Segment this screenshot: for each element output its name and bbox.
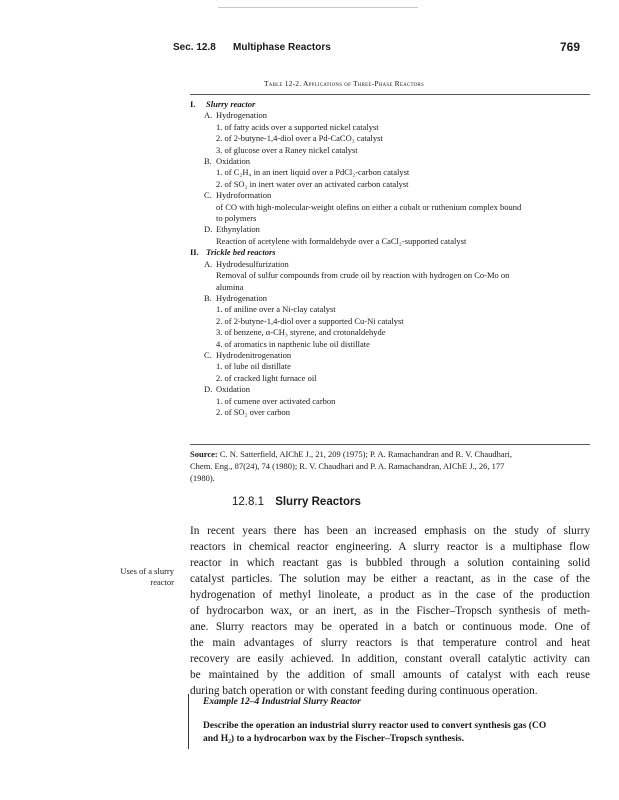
table-row — [190, 122, 590, 133]
row-marker: B. — [204, 156, 212, 167]
example-line: Describe the operation an industrial slurry reactor used to convert synthesis gas (CO — [203, 721, 547, 731]
margin-note-line: reactor — [150, 577, 174, 587]
row-marker: B. — [204, 292, 212, 303]
row-text: Hydroformation — [216, 190, 272, 201]
applications-table — [190, 94, 590, 418]
row-marker: I. — [190, 99, 196, 109]
table-row — [190, 259, 590, 270]
example-body — [203, 720, 593, 746]
section-title: Slurry Reactors — [275, 496, 361, 508]
example-title: Example 12–4 Industrial Slurry Reactor — [203, 697, 361, 707]
row-text: 2. of 2-butyne-1,4-diol over a supported Cu-Ni catalyst — [216, 315, 404, 326]
table-row — [190, 384, 590, 395]
row-text: Oxidation — [216, 156, 250, 167]
row-text: Slurry reactor — [206, 99, 256, 109]
table-row — [190, 167, 590, 178]
body-line: hydrogenation of methyl linoleate, a product as in the case of the production — [190, 589, 590, 601]
body-line: during batch operation or with constant feeding during continuous operation. — [190, 685, 538, 697]
table-row — [190, 373, 590, 384]
page-number: 769 — [559, 40, 580, 54]
row-text: 2. of 2-butyne-1,4-diol over a Pd-CaCO₃ catalyst — [216, 133, 383, 144]
table-row — [190, 213, 590, 224]
body-line: In recent years there has been an increased emphasis on the study of slurry — [190, 525, 590, 537]
table-row — [190, 339, 590, 350]
body-line: reactors in chemical reactor engineering. A slurry reactor is a multiphase flow — [190, 541, 590, 553]
body-line: reactor in which reactant gas is bubbled through a solution containing solid — [190, 557, 590, 569]
margin-note — [110, 566, 174, 588]
example-bar — [188, 694, 189, 749]
row-text: Hydrogenation — [216, 292, 267, 303]
row-text: Hydrodenitrogenation — [216, 349, 292, 360]
table-row — [190, 316, 590, 327]
table-row — [190, 282, 590, 293]
table-row — [190, 99, 590, 110]
table-row — [190, 224, 590, 235]
table-row — [190, 236, 590, 247]
table-row — [190, 247, 590, 258]
margin-note-line: Uses of a slurry — [120, 566, 174, 576]
row-marker: C. — [204, 190, 212, 201]
body-line: catalyst particles. The solution may be either a reactant, as in the case of the — [190, 573, 590, 585]
table-row — [190, 179, 590, 190]
table-row — [190, 293, 590, 304]
row-text: Oxidation — [216, 384, 250, 395]
table-row — [190, 350, 590, 361]
row-marker: A. — [204, 258, 213, 269]
table-rows — [190, 95, 590, 418]
table-row — [190, 190, 590, 201]
table-row — [190, 327, 590, 338]
row-marker: D. — [204, 224, 213, 235]
section-number: 12.8.1 — [232, 496, 264, 508]
table-source — [190, 444, 590, 484]
body-paragraph — [190, 523, 590, 699]
row-text: to polymers — [216, 213, 257, 224]
table-row — [190, 202, 590, 213]
row-text: Ethynylation — [216, 224, 260, 235]
row-marker: D. — [204, 384, 213, 395]
source-text-1: C. N. Satterfield, AIChE J., 21, 209 (1975); P. A. Ramachandran and R. V. Chaudhari, — [219, 449, 513, 459]
row-text: Reaction of acetylene with formaldehyde over a CaCl₂-supported catalyst — [216, 235, 467, 246]
row-text: 1. of fatty acids over a supported nickel catalyst — [216, 121, 379, 132]
table-bottom-rule — [190, 444, 590, 445]
source-line: Chem. Eng., 87(24), 74 (1980); R. V. Chaudhari and P. A. Ramachandran, AIChE J., 26, 177 — [190, 461, 505, 471]
running-title: Multiphase Reactors — [233, 42, 331, 53]
row-text: 2. of cracked light furnace oil — [216, 372, 317, 383]
row-marker: C. — [204, 349, 212, 360]
source-line — [190, 448, 590, 460]
row-text: 2. of SO₂ over carbon — [216, 406, 291, 417]
row-text: 3. of benzene, α-CH₃ styrene, and crotonaldehyde — [216, 327, 386, 338]
table-row — [190, 396, 590, 407]
row-text: Hydrogenation — [216, 110, 267, 121]
body-line: of hydrocarbon wax, or an inert, as in the Fischer–Tropsch synthesis of meth- — [190, 605, 590, 617]
row-marker: A. — [204, 110, 213, 121]
section-heading — [232, 496, 361, 508]
body-line: be maintained by the addition of small amounts of catalyst with each reuse — [190, 669, 590, 681]
row-text: 3. of glucose over a Raney nickel catalyst — [216, 144, 358, 155]
row-text: 1. of aniline over a Ni-clay catalyst — [216, 304, 336, 315]
row-marker: II. — [190, 247, 199, 258]
table-row — [190, 156, 590, 167]
row-text: 1. of lube oil distillate — [216, 361, 291, 372]
row-text: Removal of sulfur compounds from crude oil by reaction with hydrogen on Co-Mo on — [216, 270, 510, 281]
table-row — [190, 304, 590, 315]
table-row — [190, 407, 590, 418]
body-line: ane. Slurry reactors may be operated in a batch or continuous mode. One of — [190, 621, 590, 633]
row-text: of CO with high-molecular-weight olefins on either a cobalt or ruthenium complex bound — [216, 201, 522, 212]
row-text: 2. of SO₂ in inert water over an activated carbon catalyst — [216, 178, 409, 189]
top-rule — [218, 7, 418, 8]
example-line: and H₂) to a hydrocarbon wax by the Fischer–Tropsch synthesis. — [203, 734, 464, 744]
row-text: 1. of C₂H₄ in an inert liquid over a PdCl₂-carbon catalyst — [216, 167, 410, 178]
table-row — [190, 361, 590, 372]
source-label: Source: — [190, 449, 218, 459]
section-reference: Sec. 12.8 — [173, 42, 216, 53]
table-row — [190, 145, 590, 156]
source-line: (1980). — [190, 473, 215, 483]
body-line: recovery are easily achieved. In addition, constant overall catalytic activity can — [190, 653, 590, 665]
table-caption: Table 12-2. Applications of Three-Phase Reactors — [264, 79, 424, 88]
table-row — [190, 133, 590, 144]
body-line: the main advantages of slurry reactors is that temperature control and heat — [190, 637, 590, 649]
row-text: 1. of cumene over activated carbon — [216, 395, 336, 406]
row-text: alumina — [216, 281, 244, 292]
row-text: 4. of aromatics in napthenic lube oil distillate — [216, 338, 370, 349]
table-row — [190, 270, 590, 281]
table-row — [190, 110, 590, 121]
row-text: Trickle bed reactors — [206, 247, 276, 258]
row-text: Hydrodesulfurization — [216, 258, 289, 269]
